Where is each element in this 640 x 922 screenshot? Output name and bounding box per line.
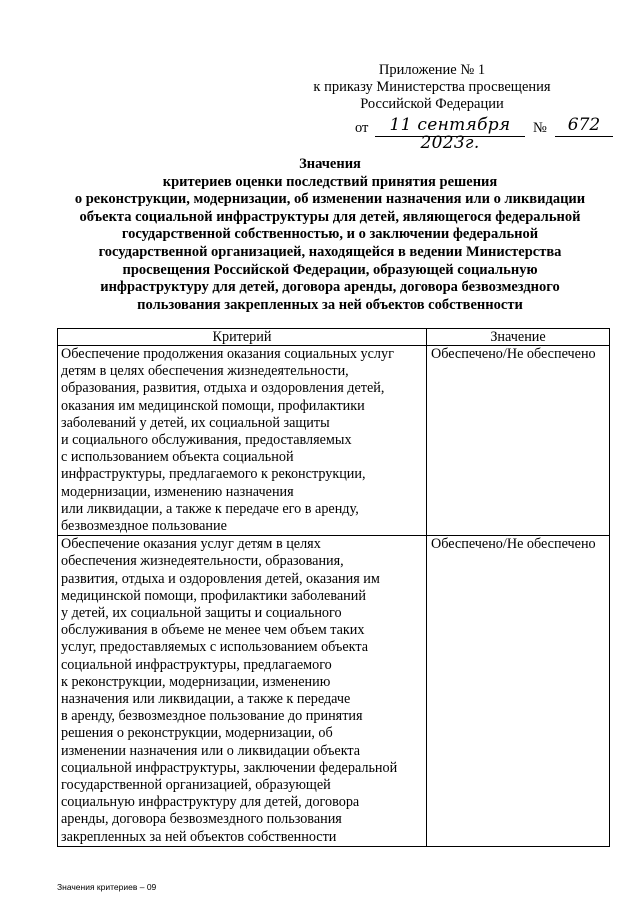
table-row (58, 346, 610, 536)
criterion-line: социальную инфраструктуру для детей, договора (61, 794, 360, 811)
title-line: пользования закрепленных за ней объектов собственности (137, 296, 523, 313)
table-header-row (58, 329, 610, 346)
handwritten-number: 672 (555, 116, 613, 137)
header-criterion: Критерий (58, 329, 427, 346)
document-title (50, 156, 610, 314)
criterion-line: оказания им медицинской помощи, профилактики (61, 397, 365, 414)
title-line: государственной организацией, находящейся в ведении Министерства (98, 243, 562, 260)
criterion-line: закрепленных за ней объектов собственности (61, 828, 337, 845)
title-heading: Значения (299, 156, 361, 172)
title-line: просвещения Российской Федерации, образующей социальную (122, 261, 538, 278)
criterion-line: услуг, предоставляемых с использованием объекта (61, 639, 369, 656)
title-line: государственной собственностью, и о заключении федеральной (121, 226, 539, 243)
appendix-federation: Российской Федерации (360, 96, 504, 112)
criterion-line: обслуживания в объеме не менее чем объем таких (61, 622, 365, 639)
appendix-block (282, 62, 582, 113)
criterion-line: инфраструктуры, предлагаемого к реконструкции, (61, 466, 366, 483)
criterion-line: Обеспечение продолжения оказания социальных услуг (61, 346, 394, 362)
number-label: № (533, 120, 547, 136)
criterion-line: у детей, их социальной защиты и социального (61, 605, 342, 622)
criterion-line: или ликвидации, а также к передаче его в аренду, (61, 500, 359, 517)
criterion-cell (58, 346, 427, 536)
title-line: инфраструктуру для детей, договора аренды, договора безвозмездного (100, 279, 560, 296)
criterion-line: решения о реконструкции, модернизации, об (61, 725, 333, 742)
page-footer: Значения критериев – 09 (57, 882, 157, 892)
criterion-line: безвозмездное пользование (61, 518, 227, 535)
handwritten-date: 11 сентября 2023г. (375, 116, 525, 137)
criterion-line: медицинской помощи, профилактики заболеваний (61, 587, 366, 604)
criterion-line: с использованием объекта социальной (61, 449, 294, 466)
criterion-line: аренды, договора безвозмездного пользования (61, 811, 342, 828)
table-row (58, 536, 610, 847)
criterion-line: и социального обслуживания, предоставляемых (61, 432, 352, 449)
criterion-line: модернизации, изменению назначения (61, 483, 294, 500)
criterion-line: в аренду, безвозмездное пользование до принятия (61, 708, 363, 725)
criterion-line: назначения или ликвидации, а также к передаче (61, 691, 351, 708)
title-line: критериев оценки последствий принятия решения (162, 173, 498, 190)
criterion-line: Обеспечение оказания услуг детям в целях (61, 536, 321, 553)
criterion-line: развития, отдыха и оздоровления детей, оказания им (61, 570, 380, 587)
criterion-line: социальной инфраструктуры, заключении федеральной (61, 759, 398, 776)
appendix-title: Приложение № 1 (378, 62, 486, 78)
title-line: объекта социальной инфраструктуры для детей, являющегося федеральной (79, 208, 581, 225)
value-cell: Обеспечено/Не обеспечено (427, 346, 610, 536)
criterion-line: заболеваний у детей, их социальной защиты (61, 414, 330, 431)
from-label: от (355, 120, 369, 136)
title-line: о реконструкции, модернизации, об изменении назначения или о ликвидации (74, 191, 586, 208)
criterion-line: к реконструкции, модернизации, изменению (61, 673, 331, 690)
order-date-number (355, 115, 615, 153)
criterion-cell (58, 536, 427, 847)
criterion-line: детям в целях обеспечения жизнедеятельности, (61, 363, 349, 380)
criterion-line: государственной организацией, образующей (61, 777, 331, 794)
criterion-line: обеспечения жизнедеятельности, образования, (61, 553, 344, 570)
criterion-line: образования, развития, отдыха и оздоровления детей, (61, 380, 385, 397)
criteria-table (57, 328, 610, 847)
appendix-order-ref: к приказу Министерства просвещения (313, 79, 551, 95)
value-cell: Обеспечено/Не обеспечено (427, 536, 610, 847)
header-value: Значение (427, 329, 610, 346)
criterion-line: социальной инфраструктуры, предлагаемого (61, 656, 332, 673)
criterion-line: изменении назначения или о ликвидации объекта (61, 742, 361, 759)
